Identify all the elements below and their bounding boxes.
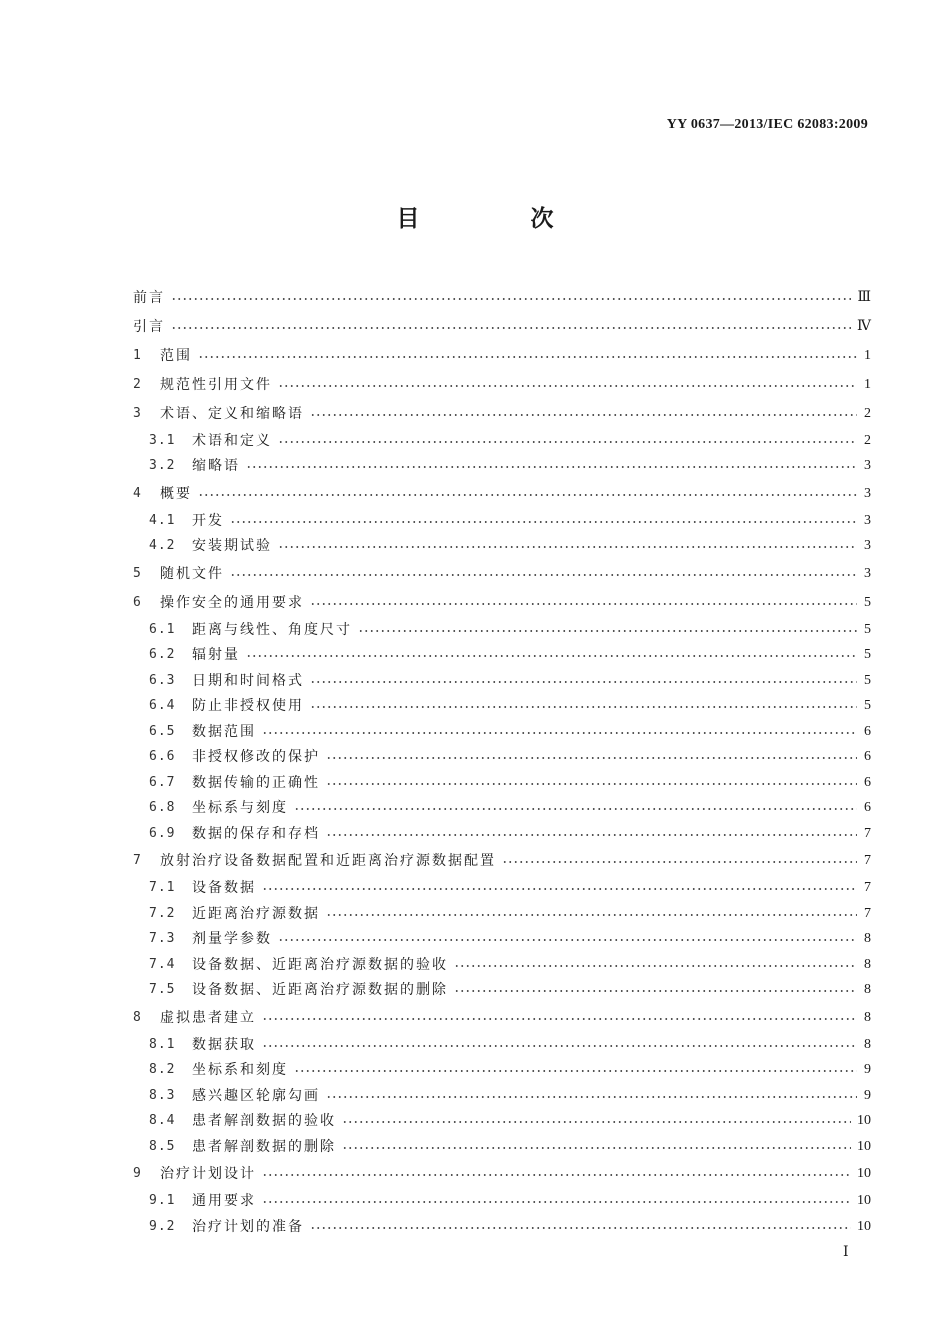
toc-entry-number: 3.2 bbox=[149, 458, 176, 474]
toc-entry[interactable] bbox=[133, 428, 871, 454]
toc-entry-number: 6.5 bbox=[149, 723, 176, 739]
toc-entry-title: 范围 bbox=[160, 347, 192, 364]
dot-leader bbox=[246, 655, 857, 657]
dot-leader bbox=[326, 914, 857, 916]
toc-entry-title: 非授权修改的保护 bbox=[192, 749, 320, 766]
standard-code: YY 0637—2013/IEC 62083:2009 bbox=[666, 117, 868, 132]
toc-entry-number: 6.4 bbox=[149, 698, 176, 714]
toc-entry-title: 前言 bbox=[133, 289, 165, 306]
toc-entry-page: 2 bbox=[864, 432, 871, 448]
toc-entry-title: 开发 bbox=[192, 512, 224, 529]
toc-entry[interactable] bbox=[133, 694, 871, 720]
toc-entry[interactable] bbox=[133, 668, 871, 694]
toc-entry-page: 7 bbox=[864, 853, 871, 868]
toc-entry-title: 缩略语 bbox=[192, 458, 240, 475]
dot-leader bbox=[310, 603, 857, 605]
toc-entry-number: 3.1 bbox=[149, 432, 176, 448]
toc-entry-title: 近距离治疗源数据 bbox=[192, 905, 320, 922]
dot-leader bbox=[230, 521, 857, 523]
toc-entry-title: 设备数据、近距离治疗源数据的验收 bbox=[192, 956, 448, 973]
toc-entry-title: 设备数据、近距离治疗源数据的删除 bbox=[192, 982, 448, 999]
toc-entry-title: 患者解剖数据的删除 bbox=[192, 1138, 336, 1155]
toc-entry-number: 6.7 bbox=[149, 774, 176, 790]
toc-entry[interactable] bbox=[133, 454, 871, 480]
toc-entry[interactable] bbox=[133, 719, 871, 745]
toc-entry-number: 3 bbox=[133, 405, 142, 421]
dot-leader bbox=[262, 1018, 857, 1020]
toc-entry[interactable] bbox=[133, 588, 871, 617]
toc-entry-number: 4 bbox=[133, 485, 142, 501]
toc-entry[interactable] bbox=[133, 559, 871, 588]
toc-entry[interactable] bbox=[133, 1058, 871, 1084]
toc-entry-number: 8 bbox=[133, 1009, 142, 1025]
toc-entry[interactable] bbox=[133, 745, 871, 771]
dot-leader bbox=[326, 783, 857, 785]
dot-leader bbox=[326, 834, 857, 836]
toc-entry[interactable] bbox=[133, 952, 871, 978]
toc-entry[interactable] bbox=[133, 534, 871, 560]
toc-entry-title: 虚拟患者建立 bbox=[160, 1009, 256, 1026]
toc-entry[interactable] bbox=[133, 312, 871, 341]
dot-leader bbox=[171, 327, 851, 329]
dot-leader bbox=[278, 385, 857, 387]
dot-leader bbox=[171, 298, 851, 300]
toc-entry-page: 2 bbox=[864, 405, 871, 421]
toc-entry-page: 8 bbox=[864, 1009, 871, 1025]
table-of-contents bbox=[133, 283, 871, 1240]
dot-leader bbox=[294, 1070, 857, 1072]
dot-leader bbox=[326, 757, 857, 759]
toc-entry-number: 1 bbox=[133, 347, 142, 363]
toc-entry-title: 操作安全的通用要求 bbox=[160, 594, 304, 611]
dot-leader bbox=[310, 706, 857, 708]
toc-entry-page: 3 bbox=[864, 538, 871, 554]
dot-leader bbox=[294, 808, 857, 810]
toc-entry-page: 3 bbox=[864, 512, 871, 528]
toc-entry-page: 5 bbox=[864, 672, 871, 688]
toc-entry-title: 患者解剖数据的验收 bbox=[192, 1113, 336, 1130]
toc-entry-number: 6.1 bbox=[149, 621, 176, 637]
toc-entry[interactable] bbox=[133, 821, 871, 847]
toc-entry-title: 数据传输的正确性 bbox=[192, 774, 320, 791]
toc-entry[interactable] bbox=[133, 1109, 871, 1135]
toc-entry-title: 术语和定义 bbox=[192, 432, 272, 449]
dot-leader bbox=[262, 732, 857, 734]
toc-entry-title: 辐射量 bbox=[192, 647, 240, 664]
toc-entry-number: 7.2 bbox=[149, 905, 176, 921]
toc-entry[interactable] bbox=[133, 1134, 871, 1160]
dot-leader bbox=[454, 990, 857, 992]
toc-entry-page: 5 bbox=[864, 594, 871, 610]
toc-entry-page: 6 bbox=[864, 800, 871, 816]
toc-entry[interactable] bbox=[133, 1003, 871, 1032]
toc-entry-page: 8 bbox=[864, 1036, 871, 1052]
toc-entry-number: 9.2 bbox=[149, 1218, 176, 1234]
toc-entry-page: 8 bbox=[864, 931, 871, 947]
dot-leader bbox=[310, 681, 857, 683]
toc-entry-page: 9 bbox=[864, 1062, 871, 1078]
toc-entry-number: 6.2 bbox=[149, 647, 176, 663]
toc-entry-number: 2 bbox=[133, 376, 142, 392]
toc-entry[interactable] bbox=[133, 508, 871, 534]
toc-entry-number: 7.4 bbox=[149, 956, 176, 972]
toc-entry[interactable] bbox=[133, 927, 871, 953]
toc-entry-number: 7.3 bbox=[149, 931, 176, 947]
toc-entry-number: 8.4 bbox=[149, 1113, 176, 1129]
toc-entry-number: 5 bbox=[133, 565, 142, 581]
dot-leader bbox=[262, 1045, 857, 1047]
toc-entry-page: 6 bbox=[864, 749, 871, 765]
dot-leader bbox=[278, 441, 857, 443]
toc-entry-number: 8.1 bbox=[149, 1036, 176, 1052]
toc-entry-number: 8.3 bbox=[149, 1087, 176, 1103]
toc-entry-title: 通用要求 bbox=[192, 1193, 256, 1210]
toc-entry[interactable] bbox=[133, 370, 871, 399]
toc-entry-page: 10 bbox=[857, 1218, 871, 1234]
toc-entry[interactable] bbox=[133, 1032, 871, 1058]
toc-entry[interactable] bbox=[133, 847, 871, 876]
dot-leader bbox=[326, 1096, 857, 1098]
toc-entry-title: 放射治疗设备数据配置和近距离治疗源数据配置 bbox=[160, 853, 496, 869]
toc-entry-page: 5 bbox=[864, 621, 871, 637]
toc-entry-title: 引言 bbox=[133, 318, 165, 335]
toc-entry-page: 10 bbox=[857, 1113, 871, 1129]
toc-entry-page: 5 bbox=[864, 647, 871, 663]
toc-entry-title: 防止非授权使用 bbox=[192, 698, 304, 715]
toc-entry-page: 6 bbox=[864, 774, 871, 790]
toc-entry[interactable] bbox=[133, 341, 871, 370]
dot-leader bbox=[278, 939, 857, 941]
toc-entry-title: 术语、定义和缩略语 bbox=[160, 405, 304, 422]
dot-leader bbox=[246, 466, 857, 468]
toc-entry-page: 3 bbox=[864, 485, 871, 501]
toc-entry-title: 治疗计划设计 bbox=[160, 1166, 256, 1182]
toc-entry[interactable] bbox=[133, 399, 871, 428]
toc-entry-number: 4.1 bbox=[149, 512, 176, 528]
toc-entry-page: Ⅲ bbox=[857, 289, 871, 305]
dot-leader bbox=[342, 1121, 851, 1123]
toc-entry[interactable] bbox=[133, 876, 871, 902]
dot-leader bbox=[278, 546, 857, 548]
toc-entry-number: 6.8 bbox=[149, 800, 176, 816]
toc-entry[interactable] bbox=[133, 1083, 871, 1109]
toc-entry-number: 4.2 bbox=[149, 538, 176, 554]
toc-entry-page: 9 bbox=[864, 1087, 871, 1103]
toc-entry-page: 6 bbox=[864, 723, 871, 739]
toc-entry-number: 9 bbox=[133, 1166, 142, 1181]
toc-entry-number: 6.9 bbox=[149, 825, 176, 841]
toc-entry-number: 7 bbox=[133, 853, 142, 868]
toc-entry-page: 10 bbox=[857, 1138, 871, 1154]
dot-leader bbox=[262, 888, 857, 890]
toc-entry-page: 8 bbox=[864, 982, 871, 998]
toc-entry-number: 7.1 bbox=[149, 880, 176, 896]
toc-entry[interactable] bbox=[133, 901, 871, 927]
toc-entry-page: 8 bbox=[864, 956, 871, 972]
toc-entry-title: 规范性引用文件 bbox=[160, 376, 272, 393]
toc-entry-title: 坐标系和刻度 bbox=[192, 1062, 288, 1079]
toc-entry-title: 设备数据 bbox=[192, 880, 256, 897]
toc-entry[interactable] bbox=[133, 283, 871, 312]
toc-entry[interactable] bbox=[133, 479, 871, 508]
toc-entry[interactable] bbox=[133, 1160, 871, 1189]
dot-leader bbox=[342, 1147, 851, 1149]
toc-entry-title: 日期和时间格式 bbox=[192, 672, 304, 689]
toc-entry[interactable] bbox=[133, 1189, 871, 1215]
dot-leader bbox=[262, 1201, 851, 1203]
toc-entry-page: Ⅳ bbox=[857, 318, 871, 334]
toc-entry-title: 剂量学参数 bbox=[192, 931, 272, 948]
toc-entry-page: 10 bbox=[857, 1166, 871, 1181]
toc-entry-page: 7 bbox=[864, 905, 871, 921]
toc-entry-page: 7 bbox=[864, 825, 871, 841]
toc-entry-page: 3 bbox=[864, 565, 871, 581]
toc-entry-page: 7 bbox=[864, 880, 871, 896]
toc-entry-number: 8.5 bbox=[149, 1138, 176, 1154]
toc-entry-number: 6.3 bbox=[149, 672, 176, 688]
dot-leader bbox=[502, 861, 857, 863]
toc-entry[interactable] bbox=[133, 617, 871, 643]
toc-entry[interactable] bbox=[133, 796, 871, 822]
dot-leader bbox=[230, 574, 857, 576]
footer-page-number: Ⅰ bbox=[843, 1245, 849, 1260]
toc-entry-page: 3 bbox=[864, 458, 871, 474]
toc-entry-number: 8.2 bbox=[149, 1062, 176, 1078]
dot-leader bbox=[198, 356, 857, 358]
dot-leader bbox=[262, 1174, 851, 1176]
dot-leader bbox=[454, 965, 857, 967]
dot-leader bbox=[358, 630, 857, 632]
toc-entry[interactable] bbox=[133, 978, 871, 1004]
toc-entry-title: 治疗计划的准备 bbox=[192, 1218, 304, 1235]
toc-entry-title: 安装期试验 bbox=[192, 538, 272, 555]
toc-entry-title: 数据范围 bbox=[192, 723, 256, 740]
toc-entry-page: 1 bbox=[864, 347, 871, 363]
toc-entry-title: 数据的保存和存档 bbox=[192, 825, 320, 842]
toc-entry-title: 随机文件 bbox=[160, 565, 224, 582]
toc-entry[interactable] bbox=[133, 1214, 871, 1240]
page-title: 目 次 bbox=[396, 205, 598, 232]
toc-entry-page: 1 bbox=[864, 376, 871, 392]
toc-entry-number: 6.6 bbox=[149, 749, 176, 765]
toc-entry[interactable] bbox=[133, 770, 871, 796]
toc-entry-page: 5 bbox=[864, 698, 871, 714]
toc-entry-page: 10 bbox=[857, 1193, 871, 1209]
toc-entry-title: 坐标系与刻度 bbox=[192, 800, 288, 817]
toc-entry-number: 9.1 bbox=[149, 1193, 176, 1209]
dot-leader bbox=[310, 414, 857, 416]
toc-entry[interactable] bbox=[133, 643, 871, 669]
dot-leader bbox=[310, 1227, 851, 1229]
toc-entry-title: 感兴趣区轮廓勾画 bbox=[192, 1087, 320, 1104]
toc-entry-number: 7.5 bbox=[149, 982, 176, 998]
toc-entry-title: 数据获取 bbox=[192, 1036, 256, 1053]
toc-entry-title: 距离与线性、角度尺寸 bbox=[192, 621, 352, 638]
toc-entry-number: 6 bbox=[133, 594, 142, 610]
toc-entry-title: 概要 bbox=[160, 485, 192, 502]
dot-leader bbox=[198, 494, 857, 496]
